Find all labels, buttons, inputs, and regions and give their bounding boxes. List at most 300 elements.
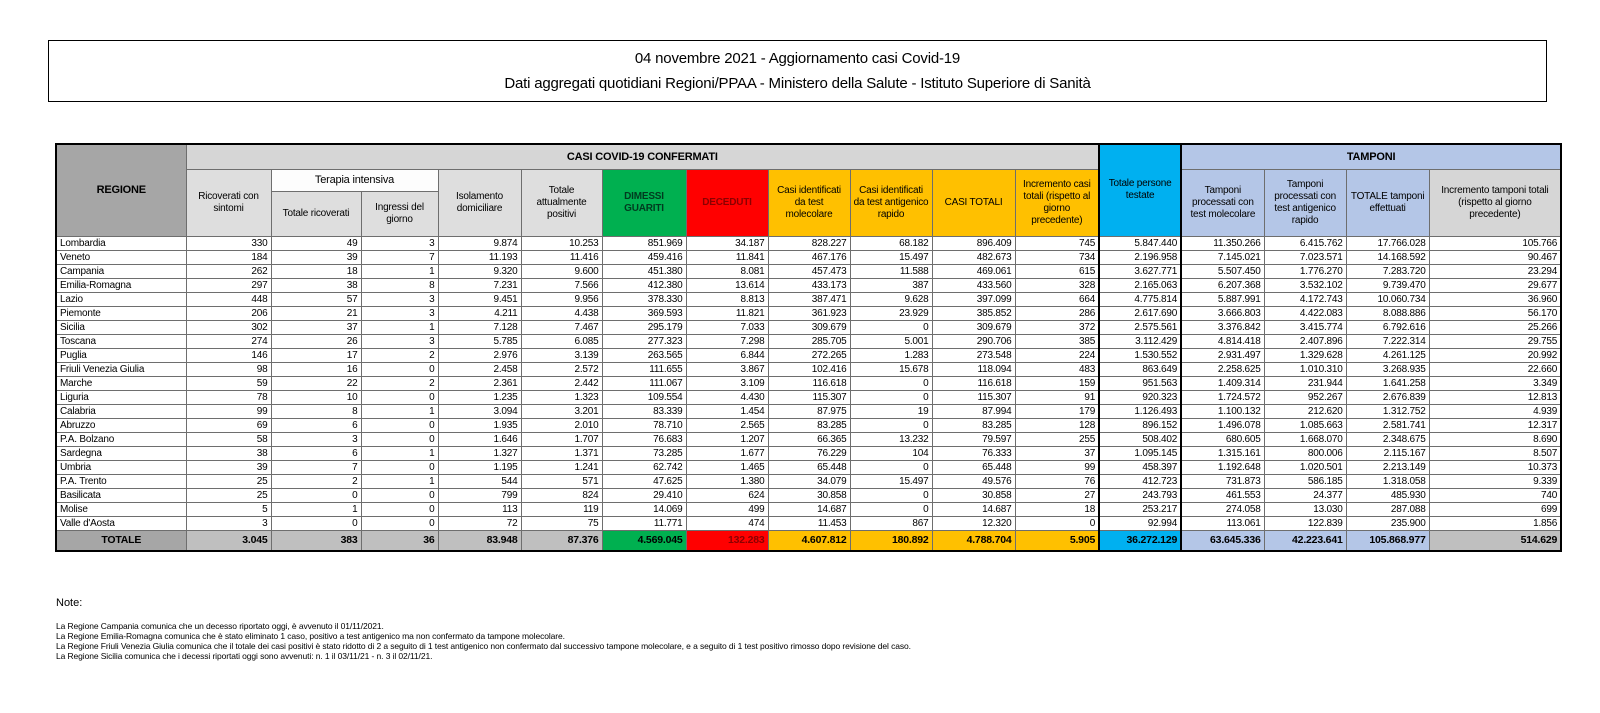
value-cell: 0: [361, 516, 438, 530]
total-value-cell: 87.376: [521, 530, 602, 551]
value-cell: 16: [271, 362, 361, 376]
note-line: La Regione Sicilia comunica che i decessi riportati oggi sono avvenuti: n. 1 il 03/11/21 - n. 3 il 02/11/21.: [56, 651, 433, 661]
table-body: [56, 236, 1561, 551]
value-cell: 56.170: [1429, 306, 1561, 320]
value-cell: 21: [271, 306, 361, 320]
total-value-cell: 383: [271, 530, 361, 551]
table-row: [56, 348, 1561, 362]
value-cell: 3.349: [1429, 376, 1561, 390]
value-cell: 485.930: [1346, 488, 1429, 502]
value-cell: 2.976: [438, 348, 521, 362]
total-value-cell: 36.272.129: [1099, 530, 1181, 551]
value-cell: 79.597: [932, 432, 1015, 446]
value-cell: 68.182: [850, 236, 932, 250]
value-cell: 15.678: [850, 362, 932, 376]
value-cell: 896.409: [932, 236, 1015, 250]
header-casi-molecolare: Casi identificati da test molecolare: [768, 169, 850, 236]
value-cell: 1.283: [850, 348, 932, 362]
value-cell: 1.465: [686, 460, 768, 474]
value-cell: 119: [521, 502, 602, 516]
value-cell: 451.380: [602, 264, 686, 278]
value-cell: 9.956: [521, 292, 602, 306]
value-cell: 330: [186, 236, 271, 250]
value-cell: 9.320: [438, 264, 521, 278]
value-cell: 0: [361, 390, 438, 404]
value-cell: 59: [186, 376, 271, 390]
value-cell: 113.061: [1181, 516, 1264, 530]
region-name: P.A. Trento: [56, 474, 186, 488]
header-casi-totali: CASI TOTALI: [932, 169, 1015, 236]
value-cell: 1.409.314: [1181, 376, 1264, 390]
value-cell: 1.010.310: [1264, 362, 1346, 376]
value-cell: 3: [361, 236, 438, 250]
table-row: [56, 488, 1561, 502]
value-cell: 62.742: [602, 460, 686, 474]
value-cell: 87.994: [932, 404, 1015, 418]
value-cell: 6.207.368: [1181, 278, 1264, 292]
region-name: Calabria: [56, 404, 186, 418]
region-name: Campania: [56, 264, 186, 278]
value-cell: 1.776.270: [1264, 264, 1346, 278]
value-cell: 262: [186, 264, 271, 278]
value-cell: 83.285: [932, 418, 1015, 432]
value-cell: 290.706: [932, 334, 1015, 348]
region-name: Emilia-Romagna: [56, 278, 186, 292]
value-cell: 499: [686, 502, 768, 516]
value-cell: 12.317: [1429, 418, 1561, 432]
region-name: Umbria: [56, 460, 186, 474]
value-cell: 255: [1015, 432, 1099, 446]
value-cell: 9.600: [521, 264, 602, 278]
value-cell: 37: [1015, 446, 1099, 460]
header-attualmente-positivi: Totale attualmente positivi: [521, 169, 602, 236]
value-cell: 3.867: [686, 362, 768, 376]
value-cell: 116.618: [768, 376, 850, 390]
table-row: [56, 236, 1561, 250]
value-cell: 699: [1429, 502, 1561, 516]
value-cell: 7.231: [438, 278, 521, 292]
value-cell: 113: [438, 502, 521, 516]
total-value-cell: 4.788.704: [932, 530, 1015, 551]
table-row: [56, 446, 1561, 460]
value-cell: 1.126.493: [1099, 404, 1181, 418]
value-cell: 102.416: [768, 362, 850, 376]
value-cell: 867: [850, 516, 932, 530]
header-incremento-casi: Incremento casi totali (rispetto al giorno precedente): [1015, 169, 1099, 236]
value-cell: 3.532.102: [1264, 278, 1346, 292]
banner-casi-confermati: CASI COVID-19 CONFERMATI: [186, 144, 1099, 169]
value-cell: 3.666.803: [1181, 306, 1264, 320]
header-deceduti: DECEDUTI: [686, 169, 768, 236]
value-cell: 277.323: [602, 334, 686, 348]
value-cell: 731.873: [1181, 474, 1264, 488]
value-cell: 7.298: [686, 334, 768, 348]
value-cell: 14.168.592: [1346, 250, 1429, 264]
value-cell: 5: [186, 502, 271, 516]
table-row: [56, 320, 1561, 334]
value-cell: 1.020.501: [1264, 460, 1346, 474]
value-cell: 2.572: [521, 362, 602, 376]
table-row: [56, 376, 1561, 390]
value-cell: 19: [850, 404, 932, 418]
value-cell: 1.646: [438, 432, 521, 446]
value-cell: 863.649: [1099, 362, 1181, 376]
value-cell: 15.497: [850, 474, 932, 488]
value-cell: 92.994: [1099, 516, 1181, 530]
value-cell: 235.900: [1346, 516, 1429, 530]
value-cell: 25: [186, 474, 271, 488]
value-cell: 8.081: [686, 264, 768, 278]
value-cell: 745: [1015, 236, 1099, 250]
header-tamponi-molecolare: Tamponi processati con test molecolare: [1181, 169, 1264, 236]
value-cell: 1.454: [686, 404, 768, 418]
table-row: [56, 250, 1561, 264]
value-cell: 78: [186, 390, 271, 404]
value-cell: 273.548: [932, 348, 1015, 362]
value-cell: 111.655: [602, 362, 686, 376]
value-cell: 2.442: [521, 376, 602, 390]
value-cell: 9.451: [438, 292, 521, 306]
value-cell: 36.960: [1429, 292, 1561, 306]
table-row: [56, 404, 1561, 418]
value-cell: 47.625: [602, 474, 686, 488]
region-name: Friuli Venezia Giulia: [56, 362, 186, 376]
value-cell: 13.030: [1264, 502, 1346, 516]
value-cell: 586.185: [1264, 474, 1346, 488]
value-cell: 0: [850, 488, 932, 502]
value-cell: 1.496.078: [1181, 418, 1264, 432]
total-value-cell: 105.868.977: [1346, 530, 1429, 551]
value-cell: 0: [361, 362, 438, 376]
header-totale-tamponi: TOTALE tamponi effettuati: [1346, 169, 1429, 236]
title-line-1: 04 novembre 2021 - Aggiornamento casi Covid-19: [634, 49, 961, 67]
value-cell: 179: [1015, 404, 1099, 418]
value-cell: 39: [271, 250, 361, 264]
value-cell: 5.887.991: [1181, 292, 1264, 306]
value-cell: 1.380: [686, 474, 768, 488]
value-cell: 274.058: [1181, 502, 1264, 516]
value-cell: 2.115.167: [1346, 446, 1429, 460]
value-cell: 6: [271, 418, 361, 432]
header-tamponi-antigenico: Tamponi processati con test antigenico rapido: [1264, 169, 1346, 236]
value-cell: 2.348.675: [1346, 432, 1429, 446]
region-name: Piemonte: [56, 306, 186, 320]
header-dimessi-guariti: DIMESSI GUARITI: [602, 169, 686, 236]
value-cell: 0: [271, 488, 361, 502]
value-cell: 302: [186, 320, 271, 334]
table-row: [56, 418, 1561, 432]
total-value-cell: 514.629: [1429, 530, 1561, 551]
value-cell: 0: [361, 488, 438, 502]
value-cell: 87.975: [768, 404, 850, 418]
value-cell: 99: [186, 404, 271, 418]
value-cell: 12.320: [932, 516, 1015, 530]
value-cell: 287.088: [1346, 502, 1429, 516]
value-cell: 109.554: [602, 390, 686, 404]
header-persone-testate: Totale persone testate: [1099, 144, 1181, 236]
value-cell: 1.724.572: [1181, 390, 1264, 404]
value-cell: 2.931.497: [1181, 348, 1264, 362]
table-row: [56, 292, 1561, 306]
header-ricoverati-sintomi: Ricoverati con sintomi: [186, 169, 271, 236]
table-row: [56, 502, 1561, 516]
value-cell: 3: [361, 292, 438, 306]
value-cell: 122.839: [1264, 516, 1346, 530]
value-cell: 2.676.839: [1346, 390, 1429, 404]
value-cell: 6.844: [686, 348, 768, 362]
value-cell: 482.673: [932, 250, 1015, 264]
value-cell: 1.095.145: [1099, 446, 1181, 460]
value-cell: 10: [271, 390, 361, 404]
value-cell: 1.241: [521, 460, 602, 474]
value-cell: 3.094: [438, 404, 521, 418]
value-cell: 1: [361, 404, 438, 418]
value-cell: 2.581.741: [1346, 418, 1429, 432]
value-cell: 7.566: [521, 278, 602, 292]
value-cell: 369.593: [602, 306, 686, 320]
region-name: Sicilia: [56, 320, 186, 334]
value-cell: 1.641.258: [1346, 376, 1429, 390]
value-cell: 0: [361, 432, 438, 446]
value-cell: 7.033: [686, 320, 768, 334]
value-cell: 10.373: [1429, 460, 1561, 474]
region-name: Lombardia: [56, 236, 186, 250]
value-cell: 1.100.132: [1181, 404, 1264, 418]
value-cell: 1.207: [686, 432, 768, 446]
value-cell: 14.687: [768, 502, 850, 516]
value-cell: 30.858: [768, 488, 850, 502]
value-cell: 387.471: [768, 292, 850, 306]
table-row: [56, 474, 1561, 488]
value-cell: 7: [271, 460, 361, 474]
value-cell: 3.627.771: [1099, 264, 1181, 278]
value-cell: 13.232: [850, 432, 932, 446]
total-value-cell: 42.223.641: [1264, 530, 1346, 551]
value-cell: 7: [361, 250, 438, 264]
value-cell: 66.365: [768, 432, 850, 446]
value-cell: 6.085: [521, 334, 602, 348]
covid-data-table: [55, 143, 1562, 552]
value-cell: 8: [361, 278, 438, 292]
value-cell: 27: [1015, 488, 1099, 502]
region-name: Basilicata: [56, 488, 186, 502]
value-cell: 1.318.058: [1346, 474, 1429, 488]
value-cell: 3.139: [521, 348, 602, 362]
value-cell: 0: [850, 460, 932, 474]
value-cell: 309.679: [932, 320, 1015, 334]
value-cell: 1.195: [438, 460, 521, 474]
value-cell: 26: [271, 334, 361, 348]
region-name: Lazio: [56, 292, 186, 306]
value-cell: 5.507.450: [1181, 264, 1264, 278]
value-cell: 0: [361, 418, 438, 432]
table-row: [56, 362, 1561, 376]
value-cell: 69: [186, 418, 271, 432]
value-cell: 0: [361, 502, 438, 516]
region-name: Puglia: [56, 348, 186, 362]
value-cell: 2.196.958: [1099, 250, 1181, 264]
notes-label: Note:: [56, 597, 83, 609]
value-cell: 740: [1429, 488, 1561, 502]
value-cell: 3.112.429: [1099, 334, 1181, 348]
value-cell: 2.361: [438, 376, 521, 390]
total-value-cell: 5.905: [1015, 530, 1099, 551]
value-cell: 800.006: [1264, 446, 1346, 460]
value-cell: 65.448: [768, 460, 850, 474]
value-cell: 111.067: [602, 376, 686, 390]
value-cell: 39: [186, 460, 271, 474]
value-cell: 4.172.743: [1264, 292, 1346, 306]
value-cell: 14.687: [932, 502, 1015, 516]
notes-lines: [56, 621, 1456, 661]
region-name: Valle d'Aosta: [56, 516, 186, 530]
value-cell: 159: [1015, 376, 1099, 390]
region-name: Sardegna: [56, 446, 186, 460]
value-cell: 58: [186, 432, 271, 446]
value-cell: 1.530.552: [1099, 348, 1181, 362]
value-cell: 9.874: [438, 236, 521, 250]
value-cell: 4.775.814: [1099, 292, 1181, 306]
value-cell: 1.235: [438, 390, 521, 404]
table-row: [56, 264, 1561, 278]
header-totale-ricoverati: Totale ricoverati: [271, 191, 361, 236]
value-cell: 0: [361, 460, 438, 474]
value-cell: 253.217: [1099, 502, 1181, 516]
value-cell: 49: [271, 236, 361, 250]
value-cell: 433.560: [932, 278, 1015, 292]
value-cell: 433.173: [768, 278, 850, 292]
value-cell: 18: [1015, 502, 1099, 516]
value-cell: 1: [361, 320, 438, 334]
value-cell: 680.605: [1181, 432, 1264, 446]
value-cell: 29.755: [1429, 334, 1561, 348]
total-value-cell: 180.892: [850, 530, 932, 551]
value-cell: 3.201: [521, 404, 602, 418]
value-cell: 18: [271, 264, 361, 278]
value-cell: 8.088.886: [1346, 306, 1429, 320]
value-cell: 4.422.083: [1264, 306, 1346, 320]
note-line: La Regione Friuli Venezia Giulia comunica che il totale dei casi positivi è stato ridotto di 2 a seguito di 1 test antigenico non confermato dal successivo tampone molecolare, e a seguito di 1 test positivo rimosso dopo revisione del caso.: [56, 641, 911, 651]
table-row: [56, 306, 1561, 320]
value-cell: 6.415.762: [1264, 236, 1346, 250]
value-cell: 206: [186, 306, 271, 320]
value-cell: 24.377: [1264, 488, 1346, 502]
value-cell: 544: [438, 474, 521, 488]
value-cell: 7.128: [438, 320, 521, 334]
value-cell: 243.793: [1099, 488, 1181, 502]
total-row: [56, 530, 1561, 551]
value-cell: 1.315.161: [1181, 446, 1264, 460]
value-cell: 5.847.440: [1099, 236, 1181, 250]
value-cell: 387: [850, 278, 932, 292]
value-cell: 76: [1015, 474, 1099, 488]
value-cell: 76.333: [932, 446, 1015, 460]
value-cell: 98: [186, 362, 271, 376]
value-cell: 0: [850, 418, 932, 432]
value-cell: 184: [186, 250, 271, 264]
value-cell: 0: [850, 390, 932, 404]
value-cell: 378.330: [602, 292, 686, 306]
value-cell: 76.683: [602, 432, 686, 446]
value-cell: 73.285: [602, 446, 686, 460]
value-cell: 474: [686, 516, 768, 530]
value-cell: 7.467: [521, 320, 602, 334]
title-line-2: Dati aggregati quotidiani Regioni/PPAA - Ministero della Salute - Istituto Superiore di Sanità: [504, 75, 1091, 93]
value-cell: 664: [1015, 292, 1099, 306]
value-cell: 508.402: [1099, 432, 1181, 446]
value-cell: 828.227: [768, 236, 850, 250]
value-cell: 146: [186, 348, 271, 362]
value-cell: 29.410: [602, 488, 686, 502]
value-cell: 459.416: [602, 250, 686, 264]
value-cell: 105.766: [1429, 236, 1561, 250]
header-regione: REGIONE: [56, 144, 186, 236]
value-cell: 37: [271, 320, 361, 334]
value-cell: 920.323: [1099, 390, 1181, 404]
value-cell: 3: [186, 516, 271, 530]
header-incremento-tamponi: Incremento tamponi totali (rispetto al giorno precedente): [1429, 169, 1561, 236]
value-cell: 38: [186, 446, 271, 460]
value-cell: 11.588: [850, 264, 932, 278]
value-cell: 23.294: [1429, 264, 1561, 278]
value-cell: 3.109: [686, 376, 768, 390]
header-terapia-intensiva: Terapia intensiva: [271, 169, 438, 191]
value-cell: 20.992: [1429, 348, 1561, 362]
total-value-cell: 132.283: [686, 530, 768, 551]
banner-tamponi: TAMPONI: [1181, 144, 1561, 169]
value-cell: 286: [1015, 306, 1099, 320]
value-cell: 57: [271, 292, 361, 306]
total-value-cell: 63.645.336: [1181, 530, 1264, 551]
value-cell: 83.339: [602, 404, 686, 418]
value-cell: 457.473: [768, 264, 850, 278]
value-cell: 22: [271, 376, 361, 390]
table-row: [56, 432, 1561, 446]
note-line: La Regione Campania comunica che un decesso riportato oggi, è avvenuto il 01/11/2021.: [56, 621, 384, 631]
title-box: [48, 40, 1547, 102]
value-cell: 8.690: [1429, 432, 1561, 446]
value-cell: 104: [850, 446, 932, 460]
value-cell: 10.060.734: [1346, 292, 1429, 306]
value-cell: 1.371: [521, 446, 602, 460]
value-cell: 1.329.628: [1264, 348, 1346, 362]
value-cell: 8.507: [1429, 446, 1561, 460]
value-cell: 76.229: [768, 446, 850, 460]
value-cell: 29.677: [1429, 278, 1561, 292]
value-cell: 11.416: [521, 250, 602, 264]
value-cell: 23.929: [850, 306, 932, 320]
value-cell: 115.307: [768, 390, 850, 404]
value-cell: 75: [521, 516, 602, 530]
value-cell: 34.187: [686, 236, 768, 250]
value-cell: 3: [271, 432, 361, 446]
total-label: TOTALE: [56, 530, 186, 551]
value-cell: 9.339: [1429, 474, 1561, 488]
value-cell: 11.771: [602, 516, 686, 530]
value-cell: 2.407.896: [1264, 334, 1346, 348]
value-cell: 4.814.418: [1181, 334, 1264, 348]
value-cell: 14.069: [602, 502, 686, 516]
value-cell: 9.739.470: [1346, 278, 1429, 292]
value-cell: 272.265: [768, 348, 850, 362]
value-cell: 3: [361, 306, 438, 320]
value-cell: 1.707: [521, 432, 602, 446]
value-cell: 3: [361, 334, 438, 348]
note-line: La Regione Emilia-Romagna comunica che è stato eliminato 1 caso, positivo a test antigenico ma non confermato da tampone molecolare.: [56, 631, 565, 641]
value-cell: 11.193: [438, 250, 521, 264]
value-cell: 78.710: [602, 418, 686, 432]
header-isolamento: Isolamento domiciliare: [438, 169, 521, 236]
